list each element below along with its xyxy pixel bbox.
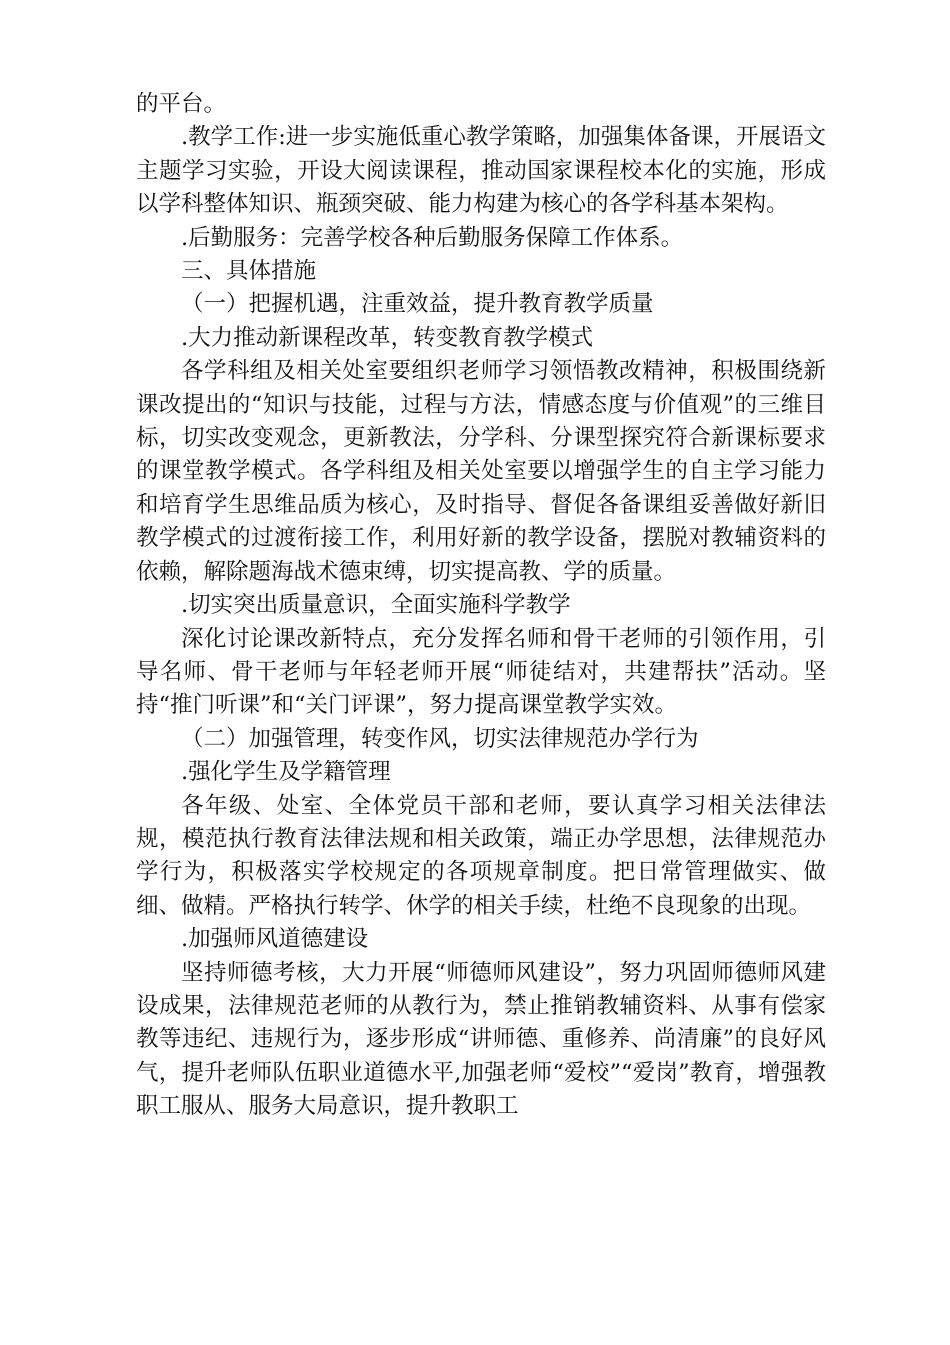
- paragraph-continuation: 的平台。: [136, 91, 227, 117]
- paragraph-curriculum-reform: 各学科组及相关处室要组织老师学习领悟教改精神，积极围绕新课改提出的“知识与技能，过程与方法，情感态度与价值观”的三维目标，切实改变观念，更新教法，分学科、分课型探究符合新课标要求的课堂教学模式。各学科组及相关处室要以增强学生的自主学习能力和培育学生思维品质为核心，及时指导、督促各备课组妥善做好新旧教学模式的过渡衔接工作，利用好新的教学设备，摆脱对教辅资料的依赖，解除题海战术德束缚，切实提高教、学的质量。: [136, 358, 826, 585]
- paragraph-teaching-work: .教学工作:进一步实施低重心教学策略，加强集体备课，开展语文主题学习实验，开设大阅读课程，推动国家课程校本化的实施，形成以学科整体知识、瓶颈突破、能力构建为核心的各学科基本架构。: [136, 124, 826, 218]
- paragraph-logistics-service: .后勤服务：完善学校各种后勤服务保障工作体系。: [181, 224, 684, 251]
- subsection-heading-2: （二）加强管理，转变作风，切实法律规范办学行为: [181, 725, 699, 752]
- paragraph-teacher-ethics: 坚持师德考核，大力开展“师德师风建设”，努力巩固师德师风建设成果，法律规范老师的从教行为，禁止推销教辅资料、从事有偿家教等违纪、违规行为，逐步形成“讲师德、重修养、尚清廉”的良好风气，提升老师队伍职业道德水平,加强老师“爱校”“爱岗”教育，增强教职工服从、服务大局意识，提升教职工: [136, 959, 826, 1120]
- item-heading-curriculum-reform: .大力推动新课程改革，转变教育教学模式: [181, 324, 594, 351]
- item-heading-quality-awareness: .切实突出质量意识，全面实施科学教学: [181, 592, 571, 619]
- paragraph-quality-awareness: 深化讨论课改新特点，充分发挥名师和骨干老师的引领作用，引导名师、骨干老师与年轻老师开展“师徒结对，共建帮扶”活动。坚持“推门听课”和“关门评课”，努力提高课堂教学实效。: [136, 625, 826, 719]
- document-page: [136, 88, 826, 1124]
- item-heading-teacher-ethics: .加强师风道德建设: [181, 926, 369, 953]
- subsection-heading-1: （一）把握机遇，注重效益，提升教育教学质量: [181, 291, 654, 318]
- section-heading-specific-measures: 三、具体措施: [181, 258, 317, 285]
- paragraph-student-management: 各年级、处室、全体党员干部和老师，要认真学习相关法律法规，模范执行教育法律法规和相关政策，端正办学思想，法律规范办学行为，积极落实学校规定的各项规章制度。把日常管理做实、做细、做精。严格执行转学、休学的相关手续，杜绝不良现象的出现。: [136, 792, 826, 919]
- item-heading-student-management: .强化学生及学籍管理: [181, 759, 391, 786]
